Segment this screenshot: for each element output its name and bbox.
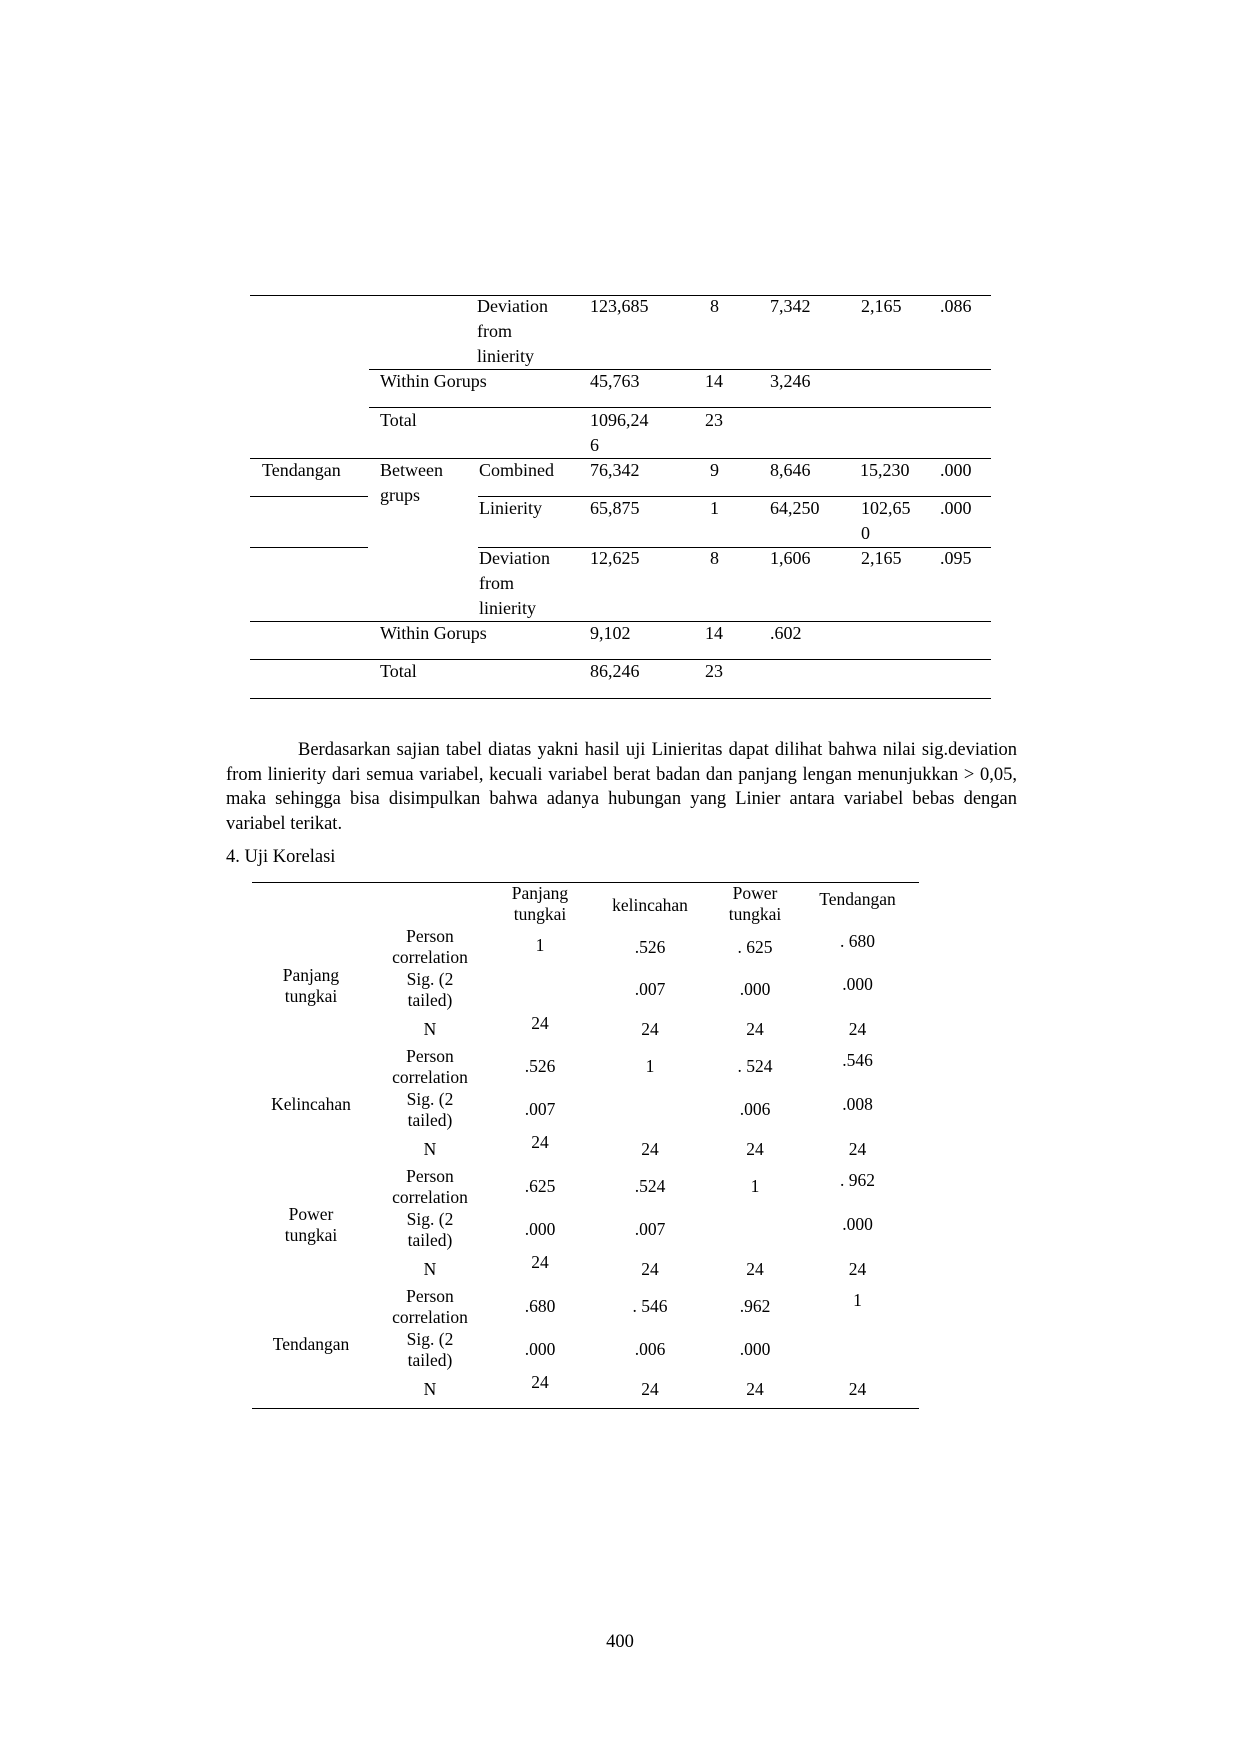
total-label: Total — [380, 661, 417, 681]
table-rule — [478, 496, 991, 497]
table-cell: 24 — [531, 1252, 549, 1272]
table-cell: .000 — [842, 1214, 873, 1234]
column-header-kelincahan: kelincahan — [612, 895, 688, 915]
page-number: 400 — [606, 1632, 634, 1652]
f-cell: 15,230 — [860, 460, 910, 480]
table-cell: .000 — [739, 1339, 771, 1359]
table-rule — [250, 698, 991, 699]
table-cell: 1 — [750, 1176, 760, 1196]
table-cell: 24 — [641, 1259, 659, 1279]
table-cell: . 680 — [840, 931, 875, 951]
column-header-panjang-tungkai: Panjang tungkai — [511, 883, 569, 924]
ss-cell: 45,763 — [590, 371, 640, 391]
variable-label: Tendangan — [262, 460, 341, 480]
table-cell: 24 — [848, 1019, 867, 1039]
table-cell: .000 — [739, 979, 771, 999]
table-cell: 24 — [746, 1019, 764, 1039]
column-header-power-tungkai: Power tungkai — [728, 883, 782, 924]
row-group-label: Power tungkai — [284, 1204, 338, 1245]
section-heading: 4. Uji Korelasi — [226, 847, 336, 867]
table-cell: 1 — [853, 1290, 862, 1310]
ss-cell: 1096,24 6 — [590, 410, 649, 455]
table-cell: 24 — [848, 1139, 867, 1159]
stat-label-person-correlation: Person correlation — [392, 1046, 468, 1087]
df-cell: 8 — [710, 296, 719, 316]
total-label: Total — [380, 410, 417, 430]
stat-label-person-correlation: Person correlation — [392, 1166, 468, 1207]
ss-cell: 9,102 — [590, 623, 631, 643]
stat-label-n: N — [423, 1379, 437, 1399]
table-cell: 24 — [746, 1379, 764, 1399]
ss-cell: 86,246 — [590, 661, 640, 681]
row-group-label: Tendangan — [272, 1334, 350, 1354]
stat-label-person-correlation: Person correlation — [392, 1286, 468, 1327]
table-rule — [250, 496, 368, 497]
table-cell: . 524 — [737, 1056, 773, 1076]
table-cell: .680 — [524, 1296, 556, 1316]
body-paragraph: Berdasarkan sajian tabel diatas yakni hasil uji Linieritas dapat dilihat bahwa nilai sig.deviation from linierity dari semua variabel, kecuali variabel berat badan dan panjang lengan menunjukkan > 0,05, maka sehingga bisa disimpulkan bahwa adanya hubungan yang Linier antara variabel bebas dengan variabel terikat. — [226, 740, 1017, 834]
linierity-label: Linierity — [479, 498, 542, 518]
row-group-label: Kelincahan — [271, 1094, 351, 1114]
table-cell: .000 — [524, 1339, 556, 1359]
table-cell: 24 — [848, 1259, 867, 1279]
ss-cell: 12,625 — [590, 548, 640, 568]
between-groups-label: Between grups — [380, 460, 443, 505]
table-cell: 1 — [645, 1056, 655, 1076]
stat-label-sig: Sig. (2 tailed) — [406, 1329, 454, 1370]
stat-label-person-correlation: Person correlation — [392, 926, 468, 967]
within-groups-label: Within Gorups — [380, 623, 487, 643]
ms-cell: 3,246 — [770, 371, 811, 391]
df-cell: 23 — [705, 661, 723, 681]
table-cell: .524 — [634, 1176, 666, 1196]
f-cell: 2,165 — [861, 548, 902, 568]
table-cell: .546 — [842, 1050, 873, 1070]
within-groups-label: Within Gorups — [380, 371, 487, 391]
df-cell: 9 — [710, 460, 719, 480]
ms-cell: 64,250 — [770, 498, 820, 518]
table-cell: 24 — [746, 1139, 764, 1159]
table-cell: .000 — [842, 974, 873, 994]
df-cell: 14 — [705, 371, 723, 391]
ms-cell: 7,342 — [770, 296, 811, 316]
stat-label-n: N — [423, 1259, 437, 1279]
table-cell: .526 — [634, 937, 666, 957]
ss-cell: 123,685 — [590, 296, 649, 316]
stat-label-n: N — [423, 1139, 437, 1159]
table-cell: 24 — [746, 1259, 764, 1279]
ms-cell: 1,606 — [770, 548, 811, 568]
df-cell: 8 — [710, 548, 719, 568]
sig-cell: .000 — [940, 460, 972, 480]
stat-label-sig: Sig. (2 tailed) — [406, 969, 454, 1010]
table-cell: .526 — [524, 1056, 556, 1076]
stat-label-sig: Sig. (2 tailed) — [406, 1089, 454, 1130]
df-cell: 23 — [705, 410, 723, 430]
table-cell: .007 — [524, 1099, 556, 1119]
table-cell: 24 — [641, 1379, 659, 1399]
table-cell: 24 — [641, 1139, 659, 1159]
table-cell: .007 — [634, 979, 666, 999]
sig-cell: .095 — [940, 548, 972, 568]
table-rule — [252, 1408, 919, 1409]
table-cell: .007 — [634, 1219, 666, 1239]
table-cell: 1 — [535, 935, 545, 955]
ms-cell: 8,646 — [770, 460, 811, 480]
f-cell: 2,165 — [861, 296, 902, 316]
combined-label: Combined — [479, 460, 554, 480]
ss-cell: 76,342 — [590, 460, 640, 480]
table-cell: .006 — [634, 1339, 666, 1359]
table-rule — [250, 547, 368, 548]
table-cell: . 962 — [840, 1170, 875, 1190]
table-rule — [369, 407, 991, 408]
sig-cell: .000 — [940, 498, 972, 518]
table-cell: 24 — [531, 1372, 549, 1392]
table-cell: .625 — [524, 1176, 556, 1196]
stat-label-n: N — [423, 1019, 437, 1039]
table-cell: 24 — [641, 1019, 659, 1039]
table-cell: 24 — [531, 1132, 549, 1152]
row-group-label: Panjang tungkai — [282, 965, 340, 1006]
table-cell: 24 — [531, 1013, 549, 1033]
table-cell: 24 — [848, 1379, 867, 1399]
ms-cell: .602 — [770, 623, 802, 643]
table-cell: .000 — [524, 1219, 556, 1239]
table-cell: . 546 — [632, 1296, 668, 1316]
df-cell: 14 — [705, 623, 723, 643]
table-cell: . 625 — [737, 937, 773, 957]
column-header-tendangan: Tendangan — [819, 889, 896, 909]
df-cell: 1 — [710, 498, 719, 518]
f-cell: 102,65 0 — [861, 498, 911, 543]
stat-label-sig: Sig. (2 tailed) — [406, 1209, 454, 1250]
table-cell: .962 — [739, 1296, 771, 1316]
deviation-label: Deviation from linierity — [479, 548, 550, 618]
deviation-label: Deviation from linierity — [477, 296, 548, 366]
table-cell: .006 — [739, 1099, 771, 1119]
ss-cell: 65,875 — [590, 498, 640, 518]
table-rule — [478, 547, 991, 548]
sig-cell: .086 — [940, 296, 972, 316]
table-cell: .008 — [842, 1094, 873, 1114]
